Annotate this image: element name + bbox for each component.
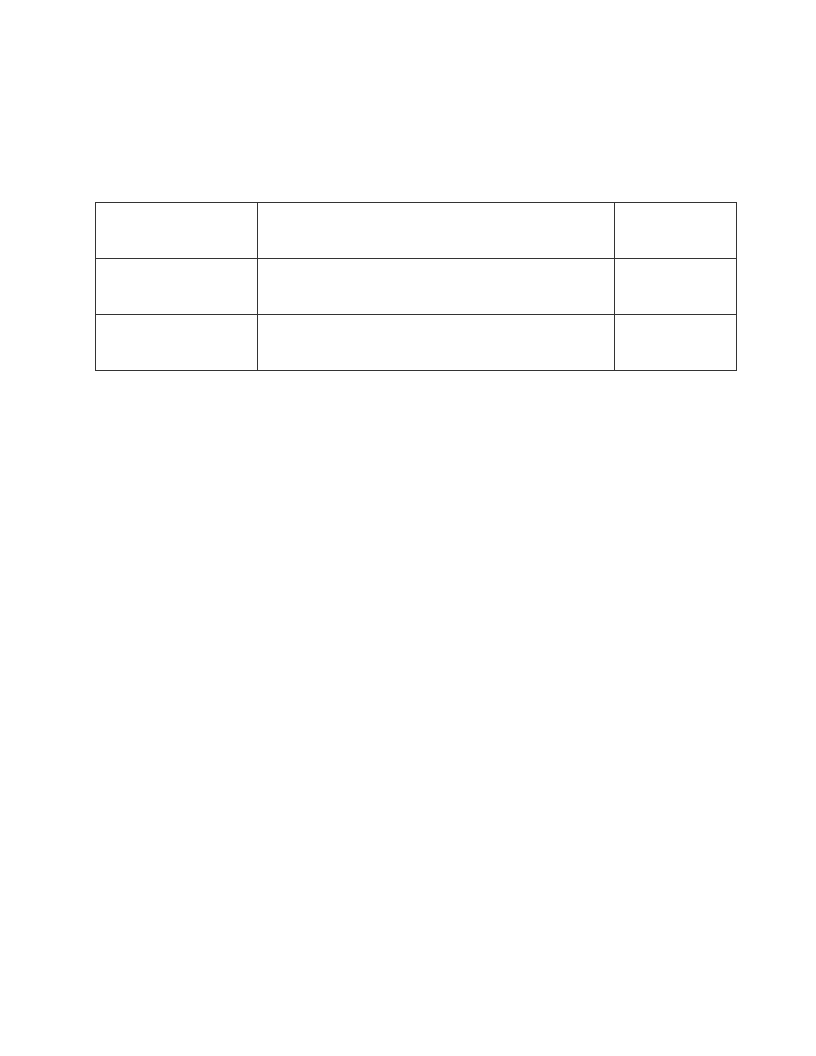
option-b <box>252 144 409 171</box>
question-10-stem <box>95 171 740 198</box>
option-d <box>566 90 736 117</box>
question-9-options <box>95 144 740 171</box>
header-achievement <box>258 203 615 259</box>
header-country <box>615 203 737 259</box>
option-c <box>409 144 566 171</box>
header-person <box>96 203 258 259</box>
cell-achievement <box>258 315 615 371</box>
cell-country <box>615 315 737 371</box>
cell-country <box>615 259 737 315</box>
cell-person <box>96 259 258 315</box>
cell-achievement <box>258 259 615 315</box>
exam-page <box>95 90 740 371</box>
option-a <box>95 90 252 117</box>
option-a <box>95 144 252 171</box>
question-8-options <box>95 90 740 117</box>
cell-person <box>96 315 258 371</box>
question-9-stem <box>95 117 740 144</box>
option-d <box>566 144 736 171</box>
table-header-row <box>96 203 737 259</box>
achievement-table <box>95 202 737 371</box>
table-row <box>96 259 737 315</box>
option-c <box>409 90 566 117</box>
table-row <box>96 315 737 371</box>
option-b <box>252 90 409 117</box>
